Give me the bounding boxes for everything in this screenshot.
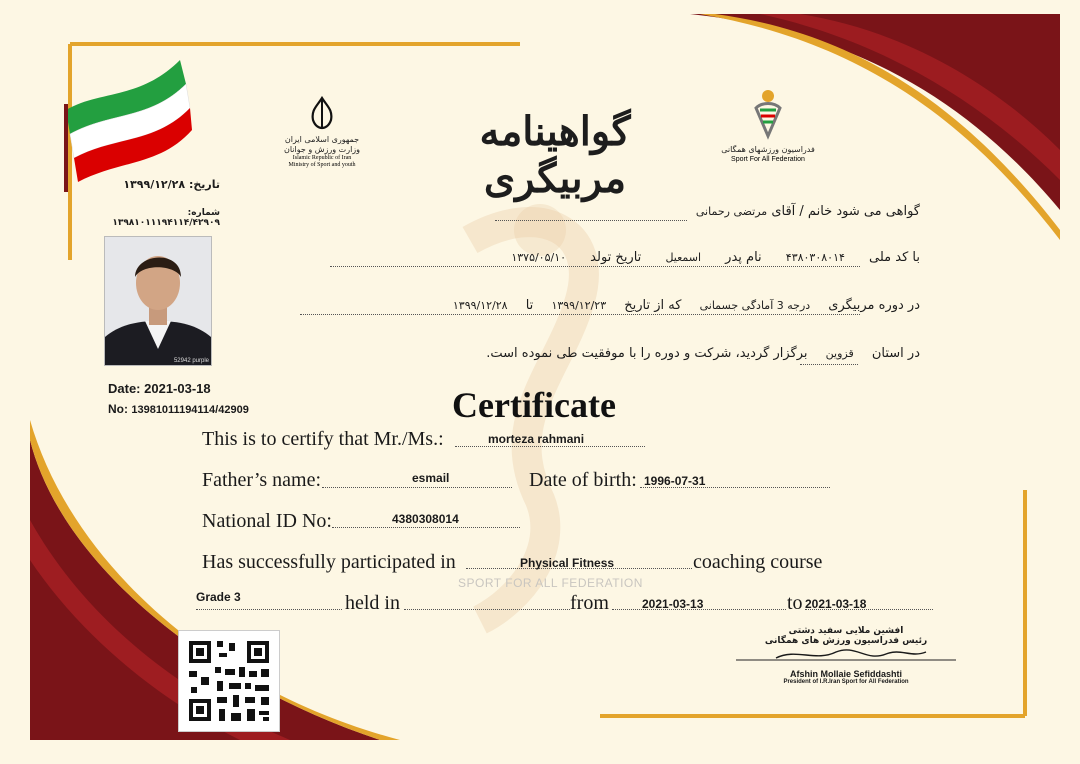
no-en-value: 13981011194114/42909: [131, 404, 249, 416]
holder-photo: [104, 236, 212, 366]
participated-label: Has successfully participated in: [202, 551, 456, 573]
signer-name-fa: افشین ملایی سفید دشتی: [788, 626, 904, 636]
name-value: morteza rahmani: [488, 432, 585, 446]
dob-value: 1996-07-31: [644, 474, 706, 488]
date-en-label: Date:: [108, 381, 141, 396]
date-en: [108, 381, 211, 396]
date-en-value: 2021-03-18: [144, 381, 211, 396]
date-fa-value: ۱۳۹۹/۱۲/۲۸: [123, 178, 186, 191]
fa-dob-value: ۱۳۷۵/۰۵/۱۰: [511, 251, 567, 264]
fa-line-3: [296, 298, 920, 313]
fa-id-label: با کد ملی: [869, 250, 920, 265]
date-fa: [110, 178, 220, 191]
iran-emblem-icon: [307, 96, 337, 130]
fa-line-1-value: مرتضی رحمانی: [695, 205, 768, 218]
no-en: [108, 402, 249, 416]
ministry-line1: جمهوری اسلامی ایران: [284, 135, 360, 144]
signer-title-en: President of I.R.Iran Sport for All Federation: [783, 679, 909, 685]
from-value: 2021-03-13: [642, 597, 704, 611]
fa-line-1-label: گواهی می شود خانم / آقای: [771, 204, 920, 219]
number-fa-value: ۱۳۹۸۱۰۱۱۱۹۴۱۱۴/۴۲۹۰۹: [112, 218, 220, 228]
nid-label: National ID No:: [202, 510, 332, 532]
fa-father-label: نام پدر: [725, 250, 762, 265]
fa-father-value: اسمعیل: [665, 251, 702, 264]
certificate-title: Certificate: [452, 385, 616, 425]
to-value: 2021-03-18: [805, 597, 867, 611]
father-label: Father’s name:: [202, 469, 322, 491]
fa-province-value: قزوین: [825, 347, 854, 360]
coaching-label: coaching course: [693, 551, 823, 573]
ministry-logo: [278, 96, 366, 169]
number-fa-label: شماره:: [187, 208, 220, 218]
ministry-line4: Ministry of Sport and youth: [288, 162, 356, 168]
fa-id-value: ۴۳۸۰۳۰۸۰۱۴: [785, 251, 845, 264]
signature-block: [736, 626, 956, 685]
fa-line-1: [560, 204, 920, 219]
fa-from-value: ۱۳۹۹/۱۲/۲۳: [551, 299, 607, 312]
signer-title-fa: رئیس فدراسیون ورزش های همگانی: [764, 636, 928, 646]
fa-to-value: ۱۳۹۹/۱۲/۲۸: [452, 299, 508, 312]
course-value: Physical Fitness: [520, 556, 615, 570]
held-label: held in: [345, 592, 400, 614]
fa-line-4: [390, 346, 920, 361]
federation-logo: [718, 88, 818, 164]
date-fa-label: تاریخ:: [188, 178, 220, 191]
fa-to-label: تا: [525, 298, 534, 313]
federation-name-en: Sport For All Federation: [731, 156, 805, 163]
fa-from-label: که از تاریخ: [624, 298, 682, 313]
fa-province-label: در استان: [871, 346, 920, 361]
no-en-label: No:: [108, 402, 128, 416]
federation-name-fa: فدراسیون ورزشهای همگانی: [721, 145, 815, 154]
watermark-text: SPORT FOR ALL FEDERATION: [458, 576, 643, 590]
signer-name-en: Afshin Mollaie Sefiddashti: [789, 669, 902, 679]
father-value: esmail: [412, 471, 450, 485]
fa-dob-label: تاریخ تولد: [590, 250, 642, 265]
qr-code: [178, 630, 280, 732]
dob-label: Date of birth:: [529, 469, 637, 491]
fa-line-2: [320, 250, 920, 265]
person-portrait-icon: [105, 237, 211, 365]
grade-value: Grade 3: [196, 590, 241, 604]
fa-course-label: در دوره مربیگری: [828, 298, 920, 313]
to-label: to: [787, 592, 803, 614]
nid-value: 4380308014: [392, 512, 459, 526]
ministry-line2: وزارت ورزش و جوانان: [283, 145, 361, 154]
qr-code-icon: [179, 631, 279, 731]
photo-caption: 52942 purple: [173, 358, 209, 364]
from-label: from: [570, 592, 609, 614]
number-fa: [84, 208, 220, 228]
federation-emblem-icon: [748, 88, 788, 140]
fa-line-4-rest: برگزار گردید، شرکت و دوره را با موفقیت طی نموده است.: [486, 346, 808, 361]
fa-course-value: درجه 3 آمادگی جسمانی: [699, 299, 811, 312]
ministry-line3: Islamic Republic of Iran: [292, 155, 352, 161]
title-persian: گواهینامه مربیگری: [479, 108, 631, 202]
signature-scribble: [736, 646, 956, 664]
certify-label: This is to certify that Mr./Ms.:: [202, 428, 444, 450]
